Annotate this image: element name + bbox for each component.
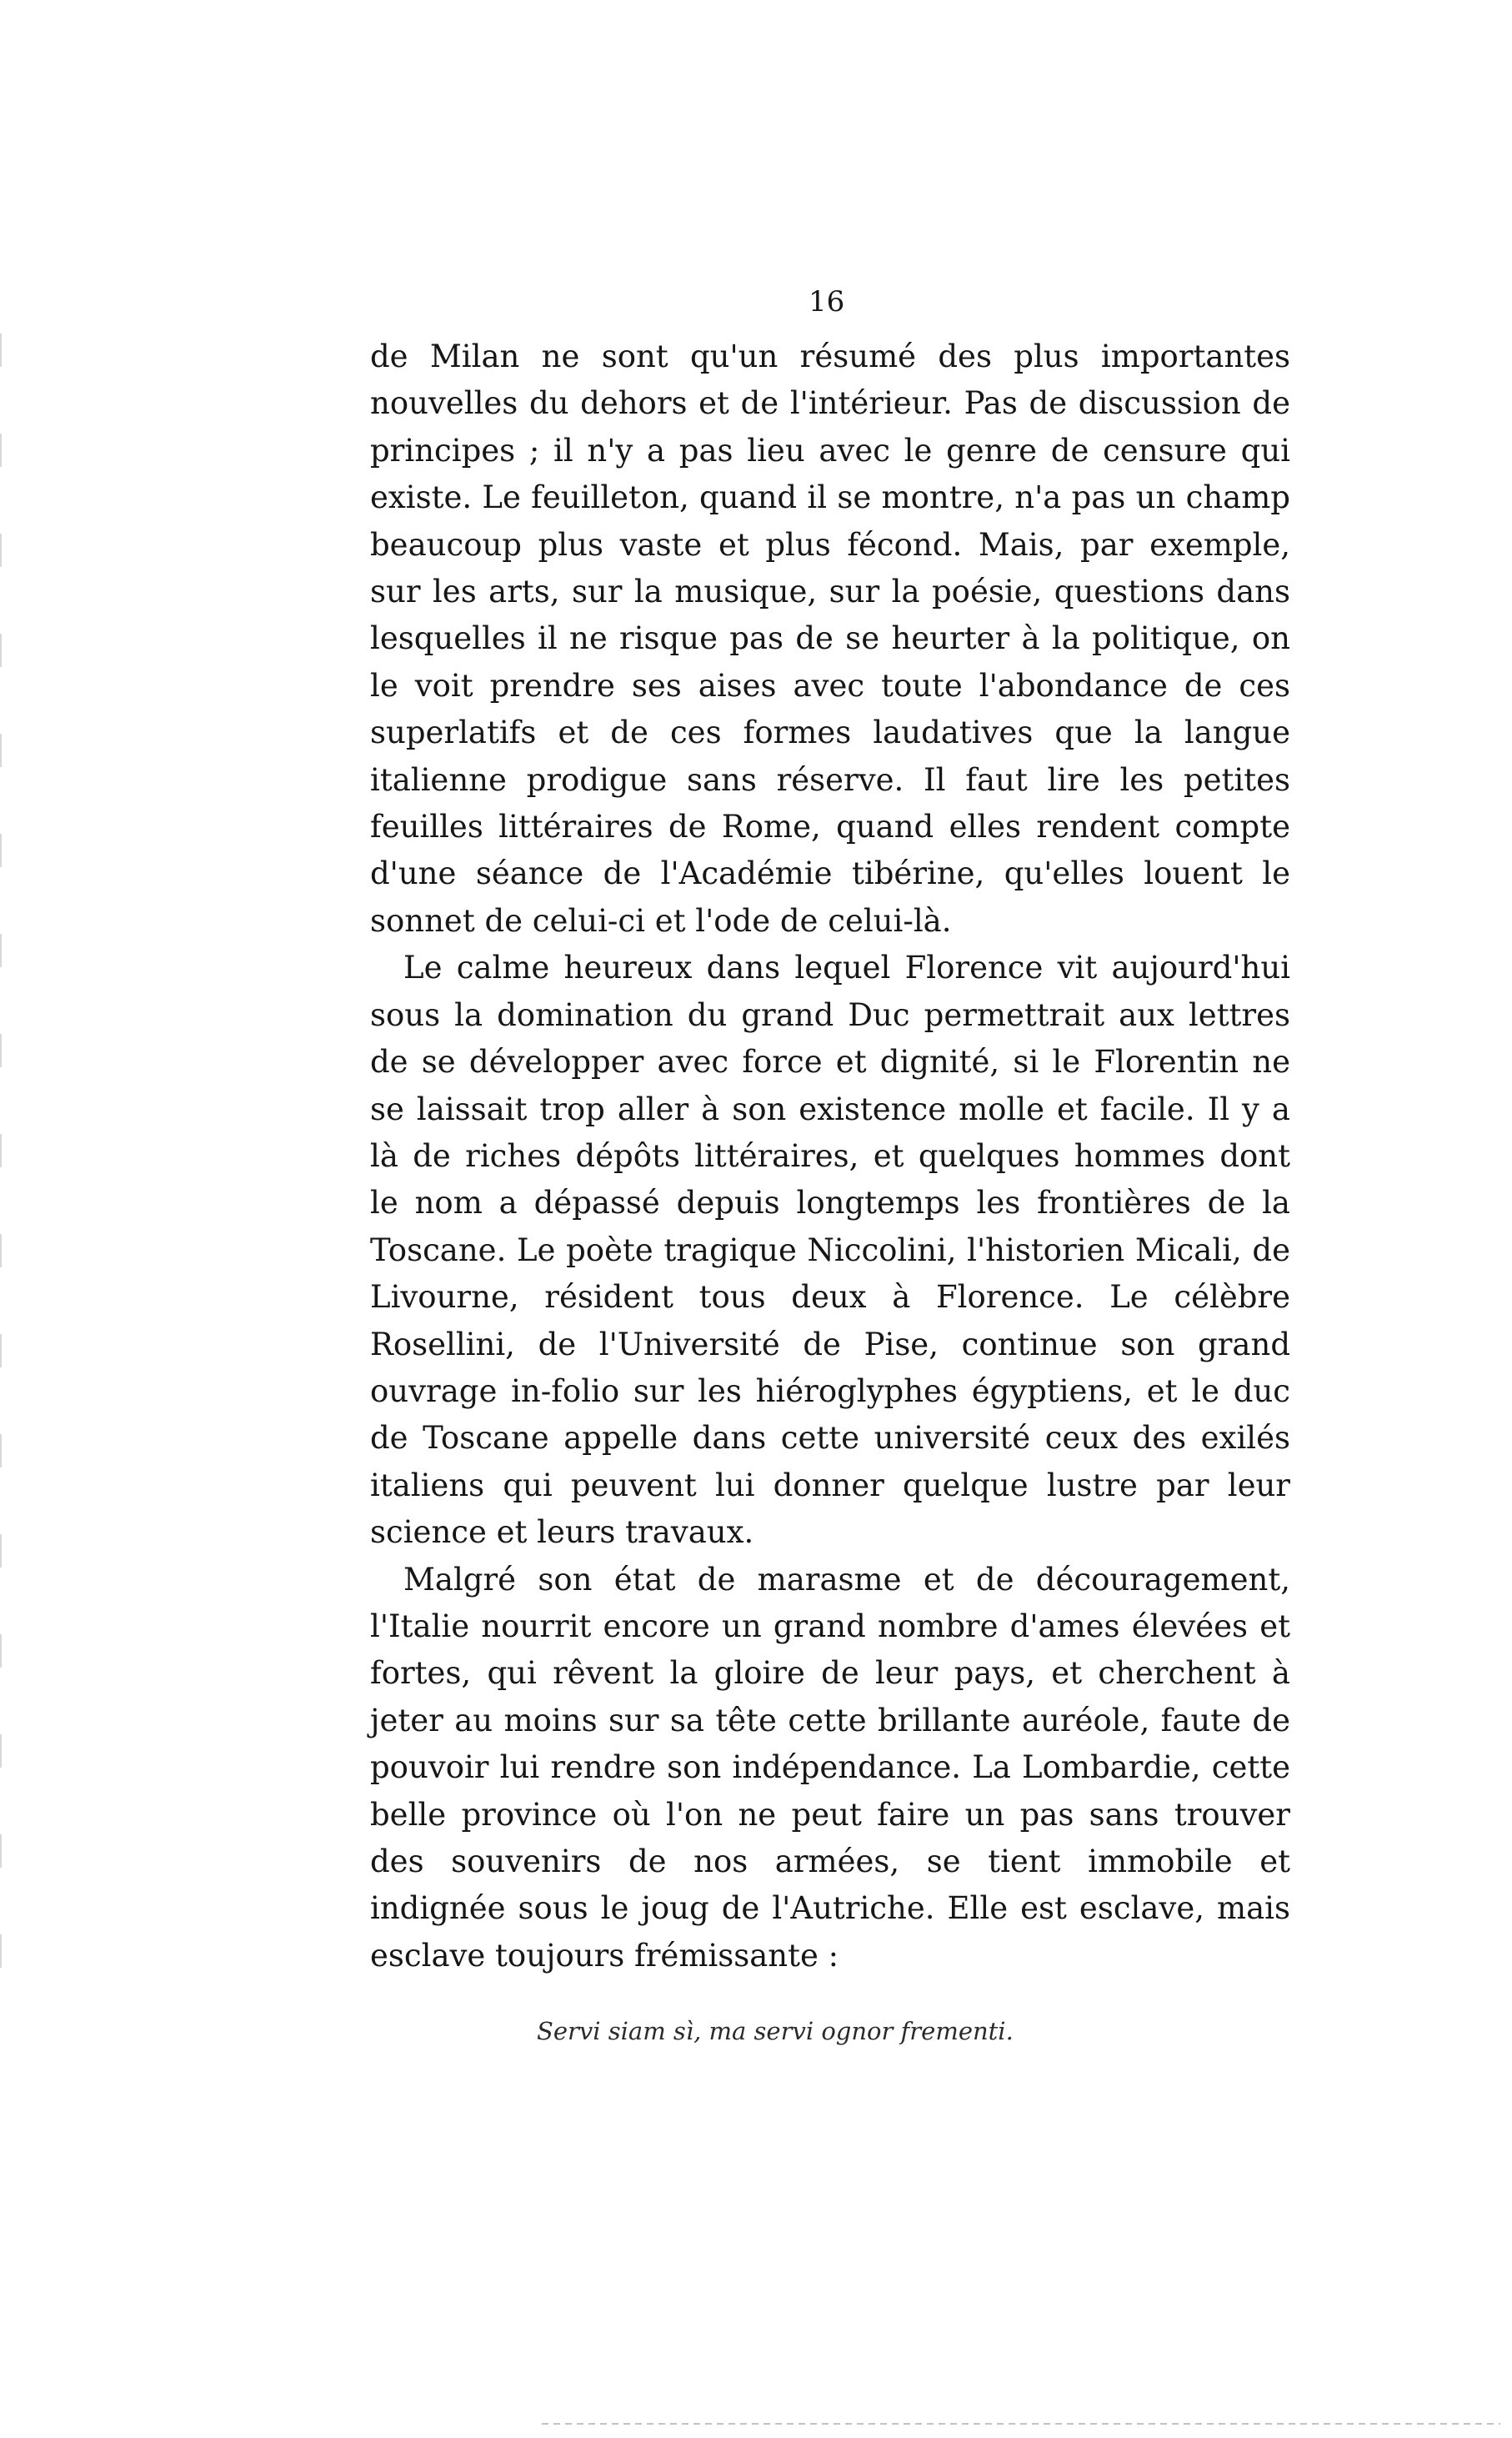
paragraph-1: de Milan ne sont qu'un résumé des plus importantes nouvelles du dehors et de l'intérieur. Pas de discussion de principes ; il n'y a pas lieu avec le genre de censure qui existe. Le feuilleton, quand il se montre, n'a pas un champ beaucoup plus vaste et plus fécond. Mais, par exemple, sur les arts, sur la musique, sur la poésie, questions dans lesquelles il ne risque pas de se heurter à la politique, on le voit prendre ses aises avec toute l'abondance de ces superlatifs et de ces formes laudatives que la langue italienne prodigue sans réserve. Il faut lire les petites feuilles littéraires de Rome, quand elles rendent compte d'une séance de l'Académie tibérine, qu'elles louent le sonnet de celui-ci et l'ode de celui-là.: [370, 339, 1290, 939]
italian-quote: Servi siam sì, ma servi ognor frementi.: [537, 2017, 1014, 2046]
body-text: [370, 334, 1290, 2055]
bottom-scan-rule: [542, 2423, 1500, 2425]
paragraph-3: Malgré son état de marasme et de découragement, l'Italie nourrit encore un grand nombre d'ames élevées et fortes, qui rêvent la gloire de leur pays, et cherchent à jeter au moins sur sa tête cette brillante auréole, faute de pouvoir lui rendre son indépendance. La Lombardie, cette belle province où l'on ne peut faire un pas sans trouver des souvenirs de nos armées, se tient immobile et indignée sous le joug de l'Autriche. Elle est esclave, mais esclave toujours frémissante :: [370, 1561, 1290, 1974]
paragraph-2: Le calme heureux dans lequel Florence vit aujourd'hui sous la domination du grand Duc permettrait aux lettres de se développer avec force et dignité, si le Florentin ne se laissait trop aller à son existence molle et facile. Il y a là de riches dépôts littéraires, et quelques hommes dont le nom a dépassé depuis longtemps les frontières de la Toscane. Le poète tragique Niccolini, l'historien Micali, de Livourne, résident tous deux à Florence. Le célèbre Rosellini, de l'Université de Pise, continue son grand ouvrage in-folio sur les hiéroglyphes égyptiens, et le duc de Toscane appelle dans cette université ceux des exilés italiens qui peuvent lui donner quelque lustre par leur science et leurs travaux.: [370, 950, 1290, 1551]
page-number: 16: [809, 285, 845, 319]
scan-edge-artifact: [0, 334, 2, 2001]
